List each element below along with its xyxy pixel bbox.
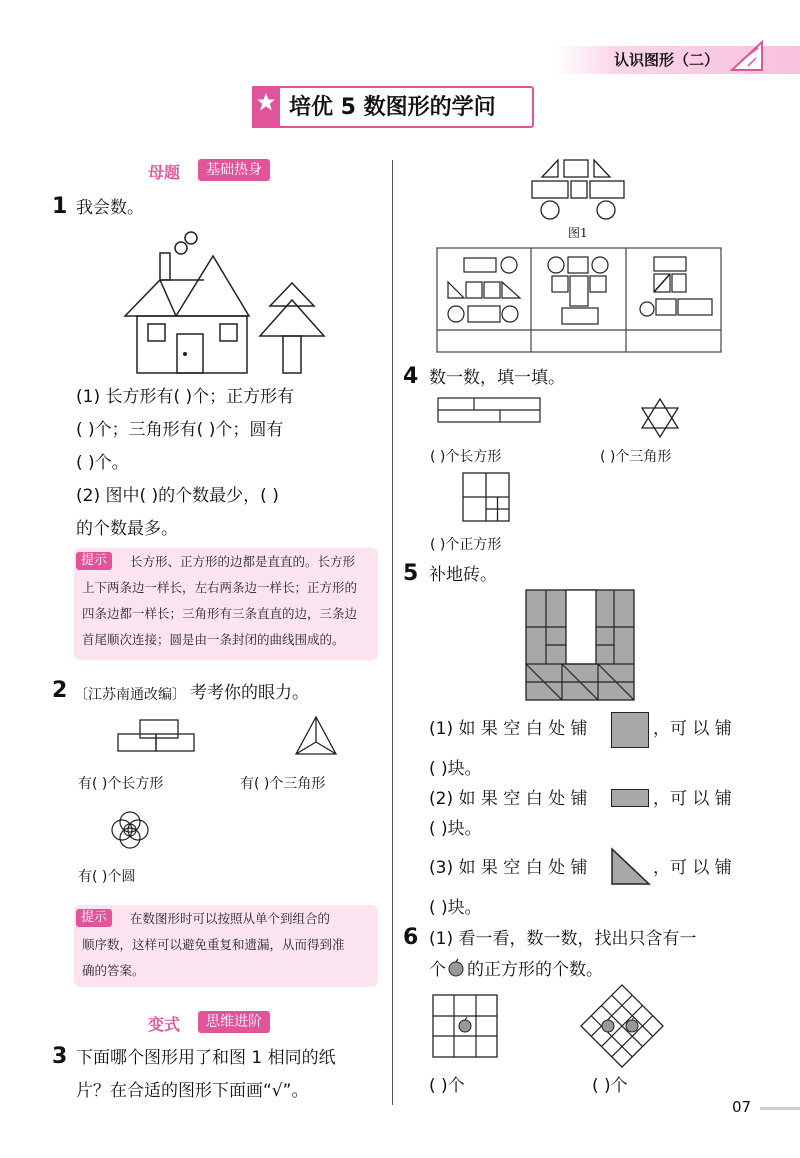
q5-part3-answer: ( )块。 xyxy=(429,898,482,918)
q3-line-1: 下面哪个图形用了和图 1 相同的纸 xyxy=(76,1048,336,1068)
question-prompt: 补地砖。 xyxy=(429,565,497,585)
question-prompt: 我会数。 xyxy=(76,198,144,218)
q5-part1-answer: ( )块。 xyxy=(429,759,482,779)
question-number: 1 xyxy=(52,194,68,219)
section-tag: 思维进阶 xyxy=(198,1011,270,1033)
page-number-rule xyxy=(760,1107,800,1110)
q5-part3-text-b: ，可 以 铺 xyxy=(653,858,732,878)
ruler-triangle-icon xyxy=(730,40,764,72)
section-label: 变式 xyxy=(148,1015,181,1034)
q6-line-1: (1) 看一看，数一数，找出只含有一 xyxy=(429,929,697,949)
q1-line-4: (2) 图中( )的个数最少，( ) xyxy=(76,486,279,506)
q5-part2-answer: ( )块。 xyxy=(429,819,482,839)
question-number: 6 xyxy=(403,925,419,950)
option-a-figure xyxy=(446,254,526,326)
column-divider xyxy=(392,160,393,1105)
question-number: 4 xyxy=(403,364,419,389)
tip-line: 在数图形时可以按照从单个到组合的 xyxy=(130,911,331,926)
question-number: 5 xyxy=(403,561,419,586)
q5-part3-text: (3) 如 果 空 白 处 铺 xyxy=(429,858,588,878)
rectangles-figure xyxy=(118,720,198,752)
star-of-david-figure xyxy=(638,398,682,438)
square-tile-icon xyxy=(611,712,649,748)
q5-part1-text: (1) 如 果 空 白 处 铺 xyxy=(429,719,588,739)
q1-line-2: ( )个；三角形有( )个；圆有 xyxy=(76,420,284,440)
question-number: 2 xyxy=(52,678,68,703)
q1-line-1: (1) 长方形有( )个；正方形有 xyxy=(76,387,295,407)
rectangle-tile-icon xyxy=(611,789,649,807)
q1-line-3: ( )个。 xyxy=(76,453,129,473)
tip-line: 确的答案。 xyxy=(82,963,145,978)
car-figure xyxy=(528,157,624,223)
q3-line-2: 片？在合适的图形下面画“√”。 xyxy=(76,1081,309,1101)
star-icon xyxy=(256,92,276,112)
tip-line: 长方形、正方形的边都是直直的。长方形 xyxy=(130,554,356,569)
triangle-figure xyxy=(294,716,338,756)
q4-answer-squares: ( )个正方形 xyxy=(430,537,502,553)
option-c-figure xyxy=(640,254,720,326)
section-tag: 基础热身 xyxy=(198,159,270,181)
page-number: 07 xyxy=(732,1098,752,1116)
section-label: 母题 xyxy=(148,163,181,182)
figure-caption: 图1 xyxy=(568,226,588,240)
tip-line: 顺序数，这样可以避免重复和遗漏，从而得到准 xyxy=(82,937,345,952)
q5-part1-text-b: ，可 以 铺 xyxy=(653,719,732,739)
option-b-figure xyxy=(546,254,616,328)
q2-answer-triangles: 有( )个三角形 xyxy=(240,776,326,792)
strip-rectangles-figure xyxy=(438,398,542,424)
question-prompt: 考考你的眼力。 xyxy=(190,683,309,703)
q6-line-2a: 个 xyxy=(429,960,446,980)
question-number: 3 xyxy=(52,1044,68,1069)
house-and-tree-figure xyxy=(120,228,340,378)
q2-answer-rectangles: 有( )个长方形 xyxy=(78,776,164,792)
q4-answer-triangles: ( )个三角形 xyxy=(600,449,672,465)
squares-grid-figure xyxy=(463,473,511,523)
circles-figure xyxy=(108,808,152,852)
section-heading: 认识图形（二） xyxy=(614,51,720,69)
q5-part2-text: (2) 如 果 空 白 处 铺 xyxy=(429,789,588,809)
question-prompt: 数一数，填一填。 xyxy=(429,368,565,388)
q1-line-5: 的个数最多。 xyxy=(76,519,178,539)
triangle-tile-icon xyxy=(611,848,651,886)
q6-answer-2: ( )个 xyxy=(592,1076,628,1096)
tip-badge: 提示 xyxy=(76,552,112,570)
page-title: 培优 5 数图形的学问 xyxy=(289,95,496,120)
q4-answer-rectangles: ( )个长方形 xyxy=(430,449,502,465)
q2-answer-circles: 有( )个圆 xyxy=(78,869,136,885)
tip-line: 四条边都一样长；三角形有三条直直的边，三条边 xyxy=(82,606,358,621)
apple-icon xyxy=(447,958,465,978)
question-source: 〔江苏南通改编〕 xyxy=(74,687,186,703)
tip-line: 首尾顺次连接；圆是由一条封闭的曲线围成的。 xyxy=(82,632,345,647)
q5-part2-text-b: ，可 以 铺 xyxy=(653,789,732,809)
q6-line-2b: 的正方形的个数。 xyxy=(467,960,603,980)
tip-badge: 提示 xyxy=(76,909,112,927)
apple-grid-figure xyxy=(433,995,499,1059)
q6-answer-1: ( )个 xyxy=(429,1076,465,1096)
tip-line: 上下两条边一样长，左右两条边一样长；正方形的 xyxy=(82,580,358,595)
floor-tiles-figure xyxy=(526,590,636,702)
diamond-grid-figure xyxy=(580,984,664,1070)
